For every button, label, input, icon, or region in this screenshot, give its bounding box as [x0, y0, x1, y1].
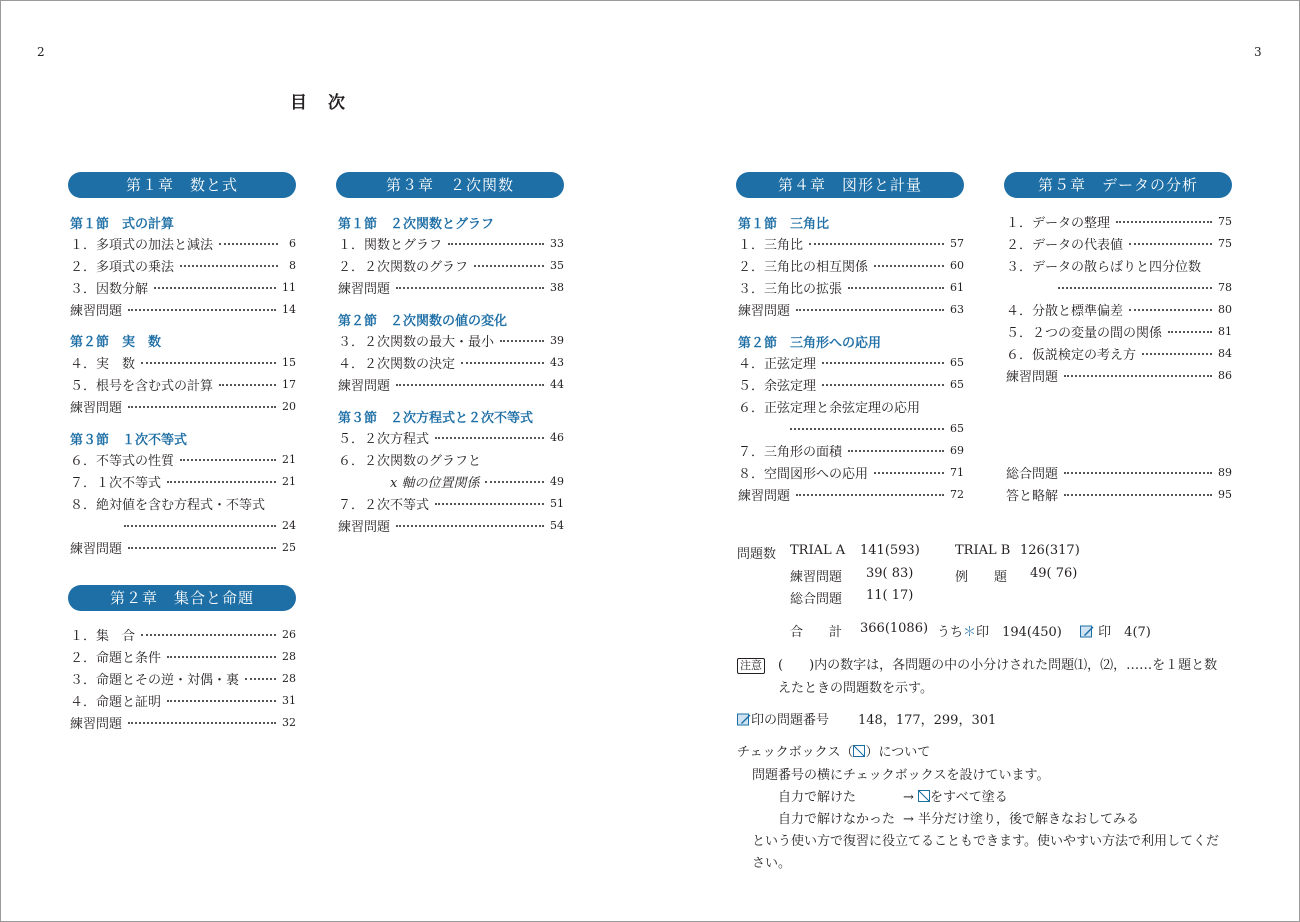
- section-heading: 第３節 １次不等式: [70, 433, 188, 448]
- dot-leader: [435, 437, 544, 439]
- icon-problems-label: 印の問題番号: [737, 709, 829, 728]
- chapter-5-header[interactable]: 第５章 データの分析: [1004, 172, 1232, 198]
- toc-entry[interactable]: ４．実 数 15: [70, 355, 296, 372]
- checkbox-icon: [918, 790, 930, 802]
- toc-entry[interactable]: ３．命題とその逆・対偶・裏 28: [70, 671, 296, 688]
- total-value: 366(1086): [860, 621, 929, 636]
- total-label: 合 計: [790, 625, 843, 640]
- dot-leader: [448, 243, 544, 245]
- toc-entry[interactable]: ５．２つの変量の間の関係 81: [1006, 324, 1232, 341]
- toc-entry[interactable]: 練習問題 63: [738, 302, 964, 319]
- chapter-4-header[interactable]: 第４章 図形と計量: [736, 172, 964, 198]
- toc-entry[interactable]: 練習問題 54: [338, 518, 564, 535]
- dot-leader: [167, 481, 276, 483]
- dot-leader: [1116, 221, 1212, 223]
- dot-leader: [796, 494, 944, 496]
- dot-leader: [461, 362, 544, 364]
- toc-entry[interactable]: 総合問題 89: [1006, 465, 1232, 482]
- toc-entry[interactable]: ６．２次関数のグラフと: [338, 453, 482, 469]
- icon-count: 印 4(7): [1080, 621, 1151, 640]
- sogo-value: 11( 17): [866, 588, 914, 603]
- toc-entry[interactable]: １．多項式の加法と減法 6: [70, 236, 296, 253]
- toc-entry[interactable]: ５．余弦定理 65: [738, 377, 964, 394]
- toc-entry[interactable]: ７．三角形の面積 69: [738, 443, 964, 460]
- dot-leader: [822, 362, 944, 364]
- dot-leader: [435, 503, 544, 505]
- dot-leader: [848, 287, 944, 289]
- dot-leader: [874, 265, 944, 267]
- asterisk-icon: ＊: [963, 625, 977, 640]
- dot-leader: [141, 362, 276, 364]
- toc-entry[interactable]: 練習問題 25: [70, 540, 296, 557]
- toc-entry-continued[interactable]: 78: [1058, 277, 1232, 297]
- toc-entry[interactable]: ６．不等式の性質 21: [70, 452, 296, 469]
- checkbox-heading: チェックボックス（ ）について: [737, 745, 931, 760]
- page-number-left: 2: [37, 45, 45, 59]
- trial-b-label: TRIAL B: [955, 543, 1011, 558]
- chapter-3-header[interactable]: 第３章 ２次関数: [336, 172, 564, 198]
- dot-leader: [874, 472, 944, 474]
- toc-entry[interactable]: 練習問題 32: [70, 715, 296, 732]
- dot-leader: [1058, 287, 1212, 289]
- dot-leader: [1064, 494, 1212, 496]
- dot-leader: [848, 450, 944, 452]
- checkbox-line-1: 問題番号の横にチェックボックスを設けています。: [752, 768, 1050, 783]
- stats-label: 問題数: [737, 547, 777, 562]
- dot-leader: [167, 656, 276, 658]
- trial-b-value: 126(317): [1020, 543, 1080, 558]
- toc-entry[interactable]: ３．因数分解 11: [70, 280, 296, 297]
- renshu-label: 練習問題: [790, 570, 843, 585]
- note-line-2: えたときの問題数を示す。: [778, 681, 933, 696]
- toc-entry[interactable]: ６．仮説検定の考え方 84: [1006, 346, 1232, 363]
- dot-leader: [1064, 472, 1212, 474]
- checkbox-line-5: さい。: [752, 856, 792, 871]
- dot-leader: [141, 634, 276, 636]
- dot-leader: [485, 481, 544, 483]
- dot-leader: [124, 525, 276, 527]
- asterisk-count: うち＊印 194(450): [937, 625, 1062, 640]
- chapter-1-header[interactable]: 第１章 数と式: [68, 172, 296, 198]
- toc-entry[interactable]: ２．命題と条件 28: [70, 649, 296, 666]
- dot-leader: [128, 547, 276, 549]
- dot-leader: [128, 406, 276, 408]
- toc-entry[interactable]: ２．２次関数のグラフ 35: [338, 258, 564, 275]
- checkbox-solved-action: → をすべて塗る: [903, 790, 1008, 805]
- dot-leader: [219, 243, 278, 245]
- toc-entry[interactable]: １．データの整理 75: [1006, 214, 1232, 231]
- dot-leader: [809, 243, 944, 245]
- toc-entry[interactable]: １．集 合 26: [70, 627, 296, 644]
- pencil-note-icon: [1080, 625, 1094, 638]
- section-heading: 第３節 ２次方程式と２次不等式: [338, 411, 534, 426]
- toc-entry[interactable]: 練習問題 72: [738, 487, 964, 504]
- rei-label: 例 題: [955, 570, 1008, 585]
- dot-leader: [1168, 331, 1212, 333]
- toc-entry[interactable]: 練習問題 86: [1006, 368, 1232, 385]
- toc-entry[interactable]: ５．根号を含む式の計算 17: [70, 377, 296, 394]
- section-heading: 第１節 式の計算: [70, 217, 175, 232]
- checkbox-unsolved-action: → 半分だけ塗り，後で解きなおしてみる: [903, 812, 1140, 827]
- dot-leader: [822, 384, 944, 386]
- dot-leader: [396, 287, 544, 289]
- toc-entry[interactable]: １．関数とグラフ 33: [338, 236, 564, 253]
- section-heading: 第２節 三角形への応用: [738, 336, 882, 351]
- checkbox-line-4: という使い方で復習に役立てることもできます。使いやすい方法で利用してくだ: [752, 834, 1219, 849]
- toc-entry[interactable]: ３．データの散らばりと四分位数: [1006, 259, 1202, 275]
- toc-entry[interactable]: １．三角比 57: [738, 236, 964, 253]
- toc-entry[interactable]: 練習問題 44: [338, 377, 564, 394]
- toc-entry[interactable]: 答と略解 95: [1006, 487, 1232, 504]
- dot-leader: [128, 309, 276, 311]
- toc-entry[interactable]: ３．三角比の拡張 61: [738, 280, 964, 297]
- toc-entry[interactable]: ６．正弦定理と余弦定理の応用: [738, 400, 921, 416]
- toc-entry[interactable]: 練習問題 14: [70, 302, 296, 319]
- dot-leader: [396, 525, 544, 527]
- toc-entry[interactable]: ７．２次不等式 51: [338, 496, 564, 513]
- toc-entry[interactable]: ７．１次不等式 21: [70, 474, 296, 491]
- section-heading: 第２節 ２次関数の値の変化: [338, 314, 508, 329]
- section-heading: 第１節 三角比: [738, 217, 830, 232]
- toc-entry-continued[interactable]: 24: [124, 515, 296, 535]
- toc-entry-continued[interactable]: 65: [790, 418, 964, 438]
- trial-a-label: TRIAL A: [790, 543, 846, 558]
- dot-leader: [167, 700, 276, 702]
- dot-leader: [245, 678, 276, 680]
- section-heading: 第１節 ２次関数とグラフ: [338, 217, 495, 232]
- toc-entry[interactable]: ５．２次方程式 46: [338, 430, 564, 447]
- toc-entry[interactable]: ８．空間図形への応用 71: [738, 465, 964, 482]
- toc-entry[interactable]: ４．正弦定理 65: [738, 355, 964, 372]
- toc-entry[interactable]: ４．２次関数の決定 43: [338, 355, 564, 372]
- dot-leader: [1142, 353, 1212, 355]
- dot-leader: [1129, 243, 1212, 245]
- toc-title: 目 次: [290, 93, 347, 113]
- dot-leader: [500, 340, 544, 342]
- dot-leader: [154, 287, 276, 289]
- toc-entry-continued[interactable]: x 軸の位置関係 49: [390, 474, 564, 491]
- toc-entry[interactable]: ４．分散と標準偏差 80: [1006, 302, 1232, 319]
- checkbox-unsolved-label: 自力で解けなかった: [778, 812, 896, 827]
- dot-leader: [796, 309, 944, 311]
- dot-leader: [219, 384, 276, 386]
- toc-entry[interactable]: 練習問題 38: [338, 280, 564, 297]
- toc-entry[interactable]: ３．２次関数の最大・最小 39: [338, 333, 564, 350]
- trial-a-value: 141(593): [860, 543, 920, 558]
- note-tag: 注意: [737, 658, 765, 674]
- chapter-2-header[interactable]: 第２章 集合と命題: [68, 585, 296, 611]
- page-number-right: 3: [1254, 45, 1262, 59]
- icon-problems-numbers: 148，177，299，301: [858, 713, 997, 728]
- rei-value: 49( 76): [1030, 566, 1078, 581]
- toc-entry[interactable]: ２．データの代表値 75: [1006, 236, 1232, 253]
- toc-entry[interactable]: ２．三角比の相互関係 60: [738, 258, 964, 275]
- pencil-note-icon: [737, 713, 751, 726]
- dot-leader: [474, 265, 544, 267]
- note-line-1: 注意 ( )内の数字は，各問題の中の小分けされた問題⑴，⑵，……を１題と数: [737, 654, 1217, 674]
- toc-entry[interactable]: ４．命題と証明 31: [70, 693, 296, 710]
- dot-leader: [1129, 309, 1212, 311]
- dot-leader: [180, 459, 276, 461]
- checkbox-icon: [853, 745, 865, 757]
- dot-leader: [1064, 375, 1212, 377]
- dot-leader: [396, 384, 544, 386]
- dot-leader: [790, 428, 944, 430]
- toc-entry[interactable]: ８．絶対値を含む方程式・不等式: [70, 497, 266, 513]
- dot-leader: [180, 265, 278, 267]
- renshu-value: 39( 83): [866, 566, 914, 581]
- checkbox-solved-label: 自力で解けた: [778, 790, 857, 805]
- sogo-label: 総合問題: [790, 592, 843, 607]
- section-heading: 第２節 実 数: [70, 335, 162, 350]
- toc-entry[interactable]: ２．多項式の乗法 8: [70, 258, 296, 275]
- toc-entry[interactable]: 練習問題 20: [70, 399, 296, 416]
- dot-leader: [128, 722, 276, 724]
